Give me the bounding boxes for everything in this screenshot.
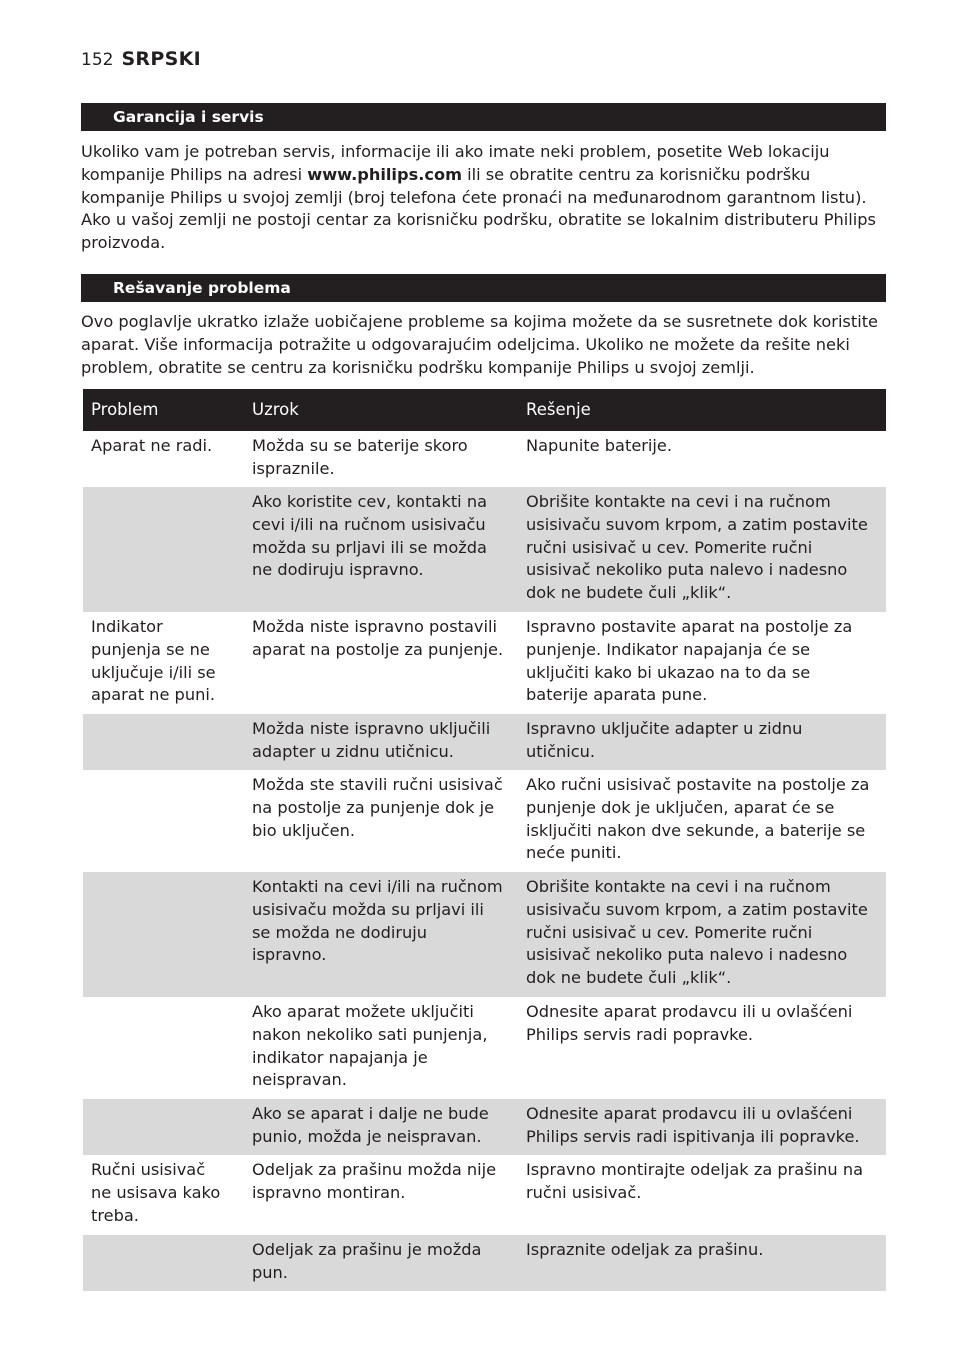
solution-cell: Odnesite aparat prodavcu ili u ovlašćeni Philips servis radi popravke. — [518, 997, 886, 1099]
problem-cell — [83, 714, 244, 770]
problem-cell — [83, 770, 244, 872]
solution-cell: Napunite baterije. — [518, 431, 886, 487]
cause-cell: Možda niste ispravno uključili adapter u zidnu utičnicu. — [244, 714, 518, 770]
table-row — [83, 1235, 886, 1291]
troubleshooting-intro: Ovo poglavlje ukratko izlaže uobičajene probleme sa kojima možete da se susretnete dok koristite aparat. Više informacija potražite u odgovarajućim odeljcima. Ukoliko ne možete da rešite neki problem, obratite se centru za korisničku podršku kompanije Philips u svojoj zemlji. — [81, 312, 879, 377]
table-row — [83, 487, 886, 612]
column-header-cause: Uzrok — [244, 389, 518, 431]
problem-cell — [83, 1099, 244, 1155]
table-row — [83, 612, 886, 714]
cause-cell: Možda su se baterije skoro ispraznile. — [244, 431, 518, 487]
table-row — [83, 997, 886, 1099]
solution-cell: Ako ručni usisivač postavite na postolje za punjenje dok je uključen, aparat će se isključiti nakon dve sekunde, a baterije se neće puniti. — [518, 770, 886, 872]
solution-cell: Obrišite kontakte na cevi i na ručnom usisivaču suvom krpom, a zatim postavite ručni usisivač u cev. Pomerite ručni usisivač nekoliko puta nalevo i nadesno dok ne budete čuli „klik“. — [518, 872, 886, 997]
table-header-row — [83, 389, 886, 431]
language-title: SRPSKI — [121, 48, 201, 70]
solution-cell: Ispravno montirajte odeljak za prašinu na ručni usisivač. — [518, 1155, 886, 1235]
table-row — [83, 872, 886, 997]
warranty-text-after: ili se obratite centru za korisničku podršku kompanije Philips u svojoj zemlji (broj telefona ćete pronaći na međunarodnom garantnom listu). Ako u vašoj zemlji ne postoji centar za korisničku podršku, obratite se lokalnim distributeru Philips proizvoda. — [81, 164, 876, 253]
warranty-text-before: Ukoliko vam je potreban servis, informacije ili ako imate neki problem, posetite Web lokaciju kompanije Philips na adresi — [81, 142, 830, 184]
cause-cell: Odeljak za prašinu možda nije ispravno montiran. — [244, 1155, 518, 1235]
solution-cell: Ispravno uključite adapter u zidnu utičnicu. — [518, 714, 886, 770]
troubleshooting-table — [83, 389, 886, 1291]
cause-cell: Odeljak za prašinu je možda pun. — [244, 1235, 518, 1291]
column-header-solution: Rešenje — [518, 389, 886, 431]
section-heading-warranty: Garancija i servis — [81, 103, 886, 131]
solution-cell: Ispraznite odeljak za prašinu. — [518, 1235, 886, 1291]
solution-cell: Obrišite kontakte na cevi i na ručnom usisivaču suvom krpom, a zatim postavite ručni usisivač u cev. Pomerite ručni usisivač nekoliko puta nalevo i nadesno dok ne budete čuli „klik“. — [518, 487, 886, 612]
cause-cell: Ako se aparat i dalje ne bude punio, možda je neispravan. — [244, 1099, 518, 1155]
problem-cell: Indikator punjenja se ne uključuje i/ili se aparat ne puni. — [83, 612, 244, 714]
solution-cell: Ispravno postavite aparat na postolje za punjenje. Indikator napajanja će se uključiti kako bi ukazao na to da se baterije aparata pune. — [518, 612, 886, 714]
table-row — [83, 431, 886, 487]
problem-cell — [83, 997, 244, 1099]
philips-website-link[interactable]: www.philips.com — [307, 164, 462, 184]
page-header — [81, 48, 201, 74]
warranty-paragraph — [81, 141, 886, 255]
table-row — [83, 1099, 886, 1155]
table-row — [83, 714, 886, 770]
problem-cell — [83, 872, 244, 997]
section-heading-troubleshooting: Rešavanje problema — [81, 274, 886, 302]
cause-cell: Ako koristite cev, kontakti na cevi i/ili na ručnom usisivaču možda su prljavi ili se možda ne dodiruju ispravno. — [244, 487, 518, 612]
solution-cell: Odnesite aparat prodavcu ili u ovlašćeni Philips servis radi ispitivanja ili popravke. — [518, 1099, 886, 1155]
cause-cell: Možda ste stavili ručni usisivač na postolje za punjenje dok je bio uključen. — [244, 770, 518, 872]
problem-cell — [83, 487, 244, 612]
problem-cell: Ručni usisivač ne usisava kako treba. — [83, 1155, 244, 1235]
table-row — [83, 1155, 886, 1235]
cause-cell: Kontakti na cevi i/ili na ručnom usisivaču možda su prljavi ili se možda ne dodiruju ispravno. — [244, 872, 518, 997]
cause-cell: Možda niste ispravno postavili aparat na postolje za punjenje. — [244, 612, 518, 714]
problem-cell: Aparat ne radi. — [83, 431, 244, 487]
column-header-problem: Problem — [83, 389, 244, 431]
cause-cell: Ako aparat možete uključiti nakon nekoliko sati punjenja, indikator napajanja je neispravan. — [244, 997, 518, 1099]
page-number: 152 — [81, 50, 114, 70]
problem-cell — [83, 1235, 244, 1291]
table-row — [83, 770, 886, 872]
